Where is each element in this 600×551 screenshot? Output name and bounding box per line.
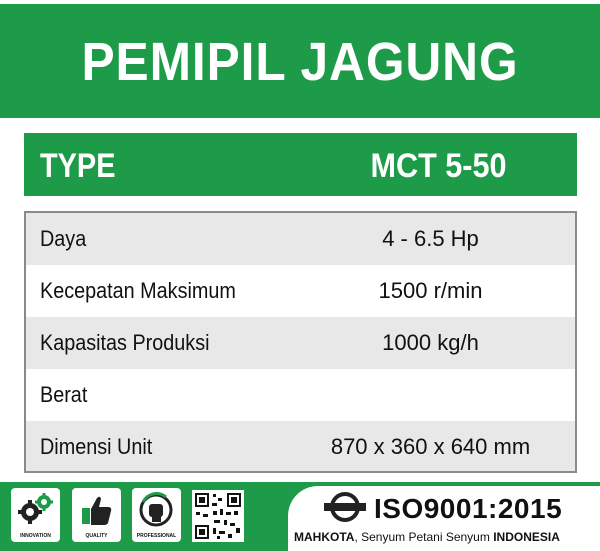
spec-label: Dimensi Unit	[40, 434, 153, 459]
page-title: PEMIPIL JAGUNG	[81, 32, 519, 92]
innovation-badge	[11, 488, 60, 542]
professional-badge	[132, 488, 181, 542]
fist-icon	[138, 492, 175, 528]
spec-label: Berat	[40, 382, 88, 407]
spec-label: Daya	[40, 226, 87, 251]
premium-seal-icon	[322, 489, 368, 529]
spec-label: Kapasitas Produksi	[40, 330, 210, 355]
spec-row-dimensi	[26, 421, 575, 471]
iso-certification: ISO9001:2015	[374, 493, 563, 524]
quality-badge	[72, 488, 121, 542]
type-label: TYPE	[40, 147, 116, 185]
badge-label: INNOVATION	[20, 533, 51, 539]
badge-label: QUALITY	[85, 533, 108, 539]
tagline	[294, 529, 560, 545]
brand-name: MAHKOTA	[294, 530, 355, 544]
spec-value: 1500 r/min	[378, 278, 483, 303]
type-value: MCT 5-50	[370, 147, 507, 185]
spec-value: 1000 kg/h	[382, 330, 479, 355]
spec-row-kecepatan	[26, 265, 575, 317]
gears-icon	[17, 492, 54, 528]
spec-value: 870 x 360 x 640 mm	[330, 434, 531, 459]
spec-table	[24, 211, 577, 473]
spec-row-berat	[26, 369, 575, 421]
badge-label: PROFESSIONAL	[136, 533, 177, 539]
spec-value: 4 - 6.5 Hp	[382, 226, 479, 251]
spec-row-daya	[26, 213, 575, 265]
spec-label: Kecepatan Maksimum	[40, 278, 236, 303]
tagline-country: INDONESIA	[493, 530, 560, 544]
tagline-text: , Senyum Petani Senyum	[354, 530, 494, 544]
thumbs-up-icon	[78, 492, 115, 528]
spec-row-kapasitas	[26, 317, 575, 369]
qr-code[interactable]	[192, 490, 244, 542]
